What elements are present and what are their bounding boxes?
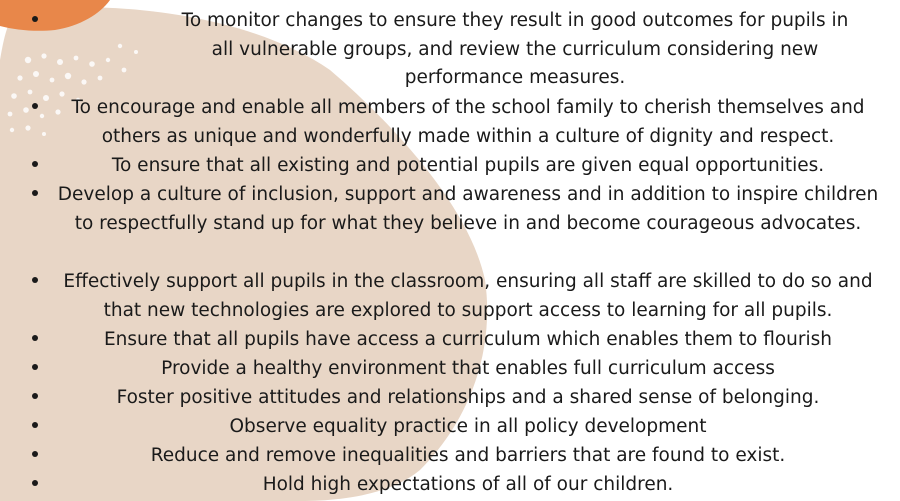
bullet-marker — [32, 393, 38, 399]
list-item — [0, 413, 900, 442]
list-item-text: Hold high expectations of all of our children. — [262, 474, 674, 495]
list-item — [0, 181, 900, 238]
list-item-text: Foster positive attitudes and relationships and a shared sense of belonging. — [116, 387, 820, 408]
bullet-marker — [32, 190, 38, 196]
bullet-marker — [32, 451, 38, 457]
list-item — [0, 326, 900, 355]
bullet-marker — [32, 103, 38, 109]
bullet-marker — [32, 16, 38, 22]
bullet-marker — [32, 335, 38, 341]
list-item-text: Develop a culture of inclusion, support and awareness and in addition to inspire children to respectfully stand up for what they believe in and become courageous advocates. — [57, 184, 879, 234]
bullet-marker — [32, 364, 38, 370]
list-item-text: Provide a healthy environment that enables full curriculum access — [161, 358, 775, 379]
list-item-text: Effectively support all pupils in the classroom, ensuring all staff are skilled to do so and that new technologies are explored to support access to learning for all pupils. — [63, 271, 873, 321]
list-item-text: To ensure that all existing and potential pupils are given equal opportunities. — [111, 155, 825, 176]
list-item-text: Ensure that all pupils have access a curriculum which enables them to flourish — [103, 329, 832, 350]
list-item — [0, 94, 900, 151]
list-item-text: To monitor changes to ensure they result in good outcomes for pupils in all vulnerable groups, and review the curriculum considering new performance measures. — [181, 10, 849, 89]
list-item — [0, 268, 900, 325]
list-item-text: Observe equality practice in all policy development — [229, 416, 707, 437]
list-item — [0, 7, 900, 93]
list-item — [0, 355, 900, 384]
list-item — [0, 384, 900, 413]
list-item — [0, 471, 900, 500]
list-item-text: Reduce and remove inequalities and barriers that are found to exist. — [150, 445, 786, 466]
list-item-text: To encourage and enable all members of the school family to cherish themselves and others as unique and wonderfully made within a culture of dignity and respect. — [71, 97, 865, 147]
bullet-marker — [32, 480, 38, 486]
bullet-marker — [32, 277, 38, 283]
bullet-marker — [32, 161, 38, 167]
list-item — [0, 152, 900, 181]
bullet-marker — [32, 422, 38, 428]
list-item — [0, 442, 900, 471]
